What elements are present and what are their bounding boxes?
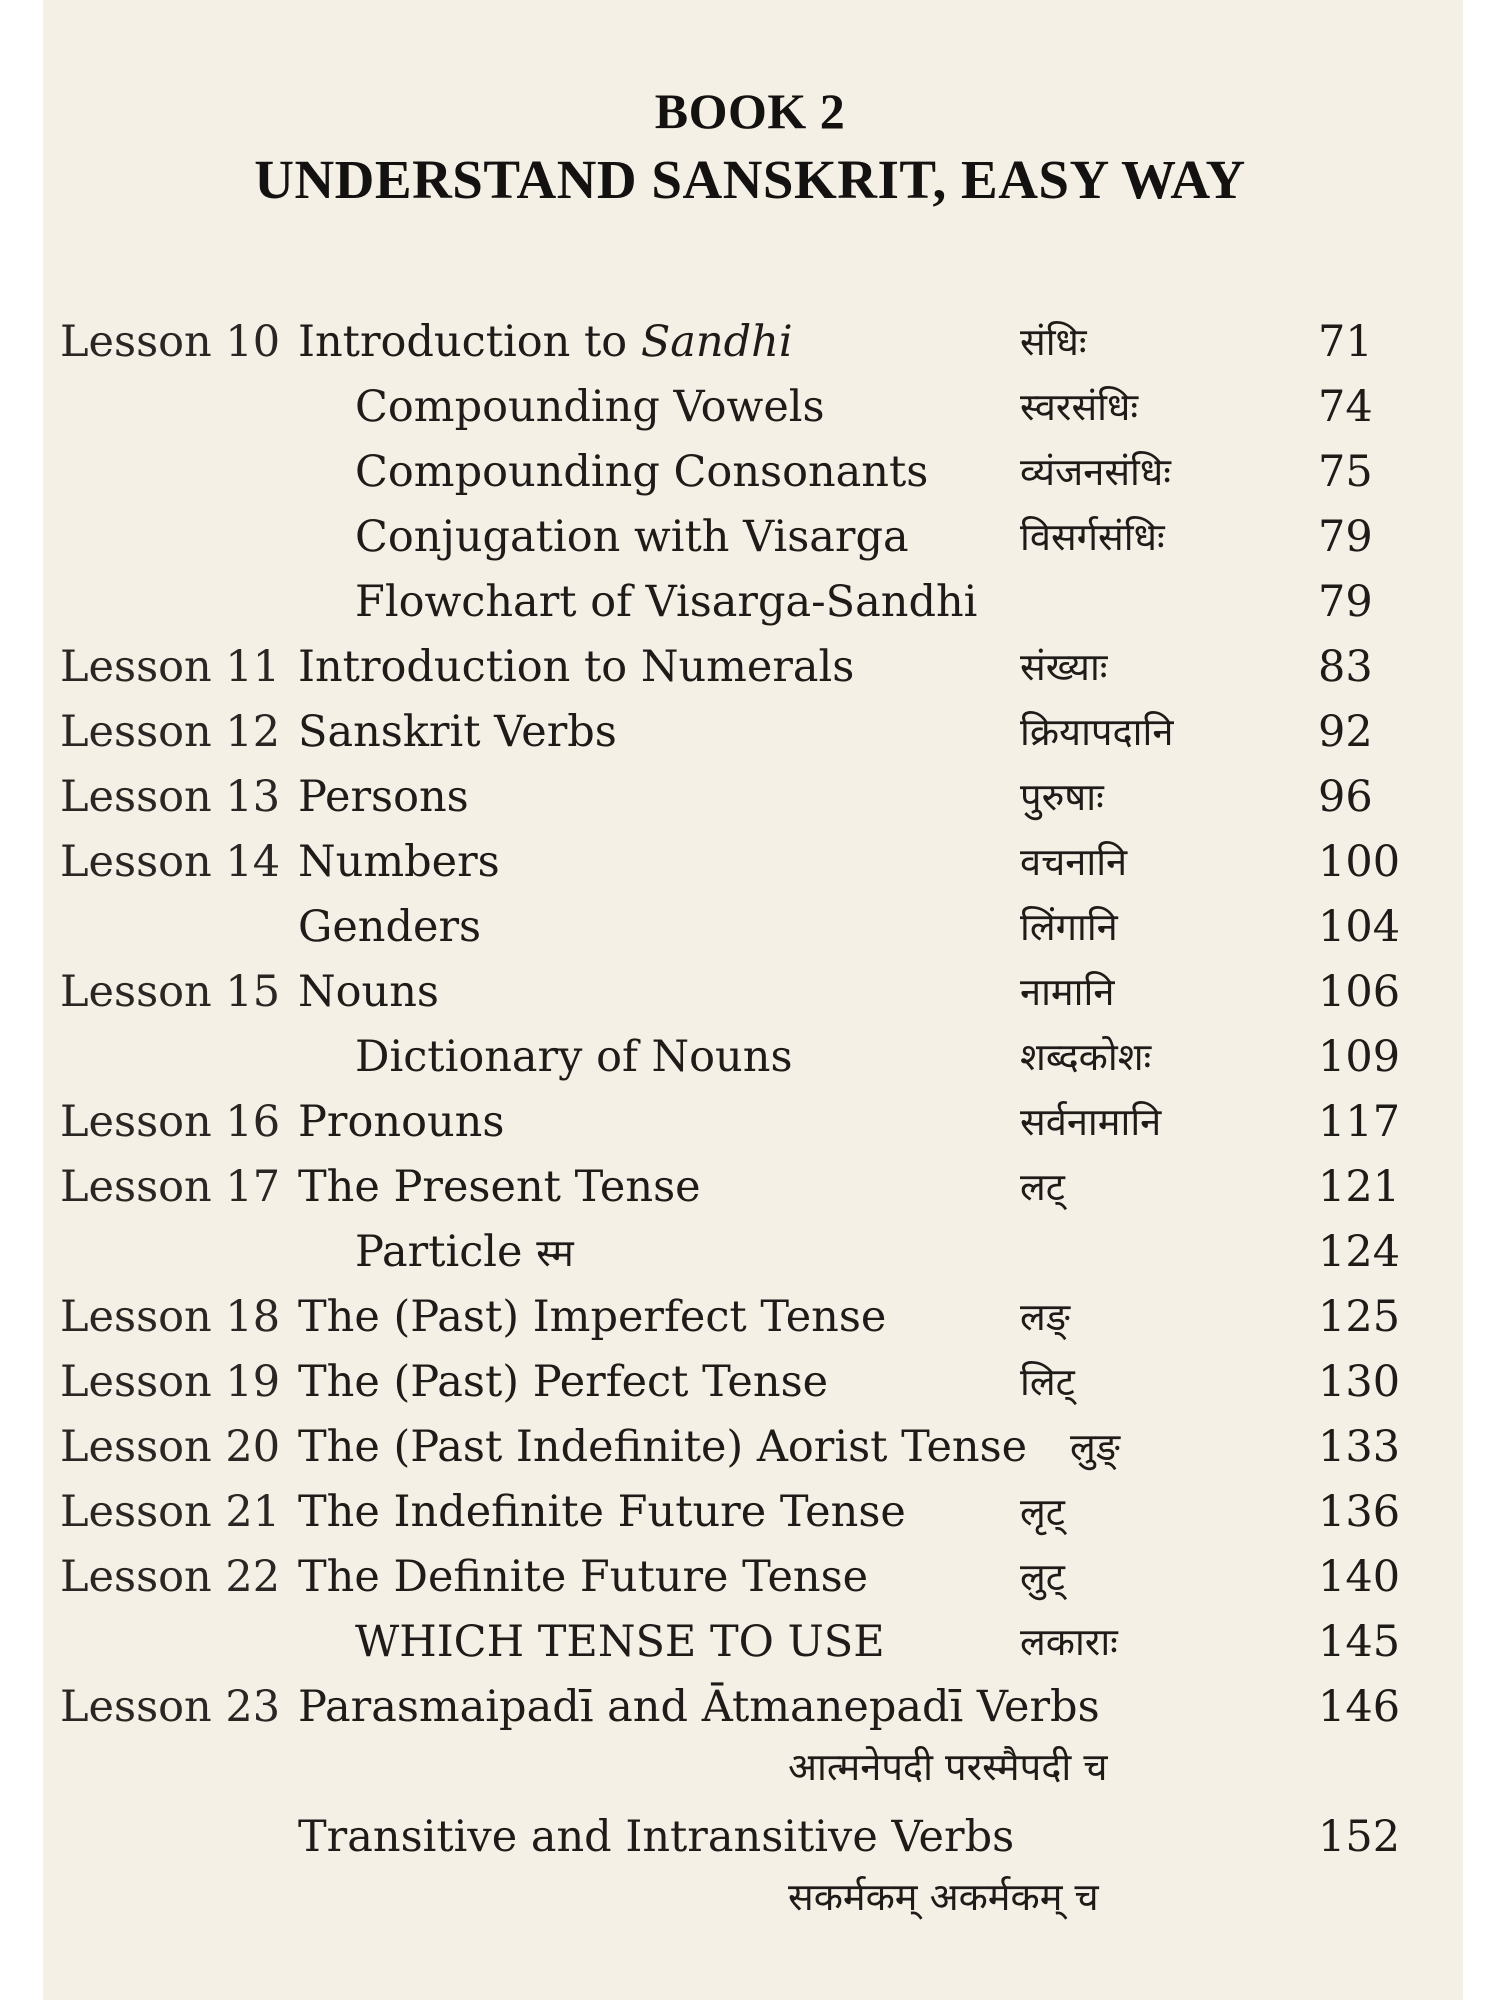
toc-entry <box>0 440 1500 504</box>
page-number: 74 <box>1318 382 1373 432</box>
page-number: 109 <box>1318 1032 1401 1082</box>
sanskrit-term: स्वरसंधिः <box>1020 385 1139 429</box>
page-number: 140 <box>1318 1552 1401 1602</box>
sanskrit-term: लुट् <box>1020 1555 1065 1599</box>
toc-entry <box>0 1025 1500 1089</box>
sanskrit-term: नामानि <box>1020 970 1115 1014</box>
entry-title-sanskrit: स्म <box>536 1231 574 1275</box>
lesson-number: Lesson 20 <box>60 1422 281 1472</box>
entry-title: Parasmaipadī and Ātmanepadī Verbs <box>298 1682 1100 1732</box>
toc-entry <box>0 895 1500 959</box>
toc-entry <box>0 1480 1500 1544</box>
toc-entry <box>0 635 1500 699</box>
entry-title: Transitive and Intransitive Verbs <box>298 1812 1015 1862</box>
toc-entry <box>0 1220 1500 1284</box>
toc-entry <box>0 570 1500 634</box>
sanskrit-term: विसर्गसंधिः <box>1020 515 1165 559</box>
sanskrit-term: पुरुषाः <box>1020 775 1104 819</box>
toc-entry <box>0 1805 1500 1869</box>
toc-entry <box>0 1350 1500 1414</box>
page-number: 75 <box>1318 447 1373 497</box>
entry-title: Particle स्म <box>355 1227 574 1277</box>
page-number: 117 <box>1318 1097 1401 1147</box>
entry-title: The Present Tense <box>298 1162 701 1212</box>
entry-title: The (Past Indefinite) Aorist Tense <box>298 1422 1028 1472</box>
entry-title: The (Past) Perfect Tense <box>298 1357 829 1407</box>
sanskrit-term: सर्वनामानि <box>1020 1100 1162 1144</box>
page-number: 124 <box>1318 1227 1401 1277</box>
page-number: 79 <box>1318 512 1373 562</box>
entry-title: Introduction to Numerals <box>298 642 855 692</box>
sanskrit-term: लुङ् <box>1070 1425 1120 1469</box>
sanskrit-term: वचनानि <box>1020 840 1128 884</box>
sanskrit-term: लिंगानि <box>1020 905 1118 949</box>
entry-title: Nouns <box>298 967 439 1017</box>
lesson-number: Lesson 16 <box>60 1097 281 1147</box>
page-number: 96 <box>1318 772 1373 822</box>
page-number: 121 <box>1318 1162 1401 1212</box>
sanskrit-term: लकाराः <box>1020 1620 1118 1664</box>
entry-title: Pronouns <box>298 1097 505 1147</box>
entry-title-italic: Sandhi <box>640 317 793 367</box>
book-title: UNDERSTAND SANSKRIT, EASY WAY <box>254 149 1246 210</box>
entry-title: WHICH TENSE TO USE <box>355 1617 885 1667</box>
page-number: 130 <box>1318 1357 1401 1407</box>
sanskrit-subtitle: आत्मनेपदी परस्मैपदी च <box>788 1745 1108 1789</box>
toc-entry <box>0 1610 1500 1674</box>
page-number: 133 <box>1318 1422 1401 1472</box>
entry-title: The (Past) Imperfect Tense <box>298 1292 887 1342</box>
page-number: 125 <box>1318 1292 1401 1342</box>
entry-title: Compounding Consonants <box>355 447 929 497</box>
entry-title: Numbers <box>298 837 500 887</box>
page-number: 104 <box>1318 902 1401 952</box>
page-number: 145 <box>1318 1617 1401 1667</box>
entry-title: Introduction to Sandhi <box>298 317 793 367</box>
entry-title: The Definite Future Tense <box>298 1552 869 1602</box>
toc-entry <box>0 310 1500 374</box>
entry-title: Compounding Vowels <box>355 382 825 432</box>
entry-title: Persons <box>298 772 469 822</box>
sanskrit-term: क्रियापदानि <box>1020 710 1174 754</box>
sanskrit-term: संख्याः <box>1020 645 1108 689</box>
entry-title: Conjugation with Visarga <box>355 512 909 562</box>
entry-title: Flowchart of Visarga-Sandhi <box>355 577 978 627</box>
page-number: 106 <box>1318 967 1401 1017</box>
sanskrit-term: लृट् <box>1020 1490 1065 1534</box>
entry-title: The Indefinite Future Tense <box>298 1487 906 1537</box>
lesson-number: Lesson 17 <box>60 1162 281 1212</box>
sanskrit-term: शब्दकोशः <box>1020 1035 1152 1079</box>
page-number: 152 <box>1318 1812 1401 1862</box>
sanskrit-term: लिट् <box>1020 1360 1075 1404</box>
book-number: BOOK 2 <box>654 83 846 139</box>
toc-entry <box>0 700 1500 764</box>
toc-entry <box>0 505 1500 569</box>
toc-entry <box>0 1155 1500 1219</box>
sanskrit-term: संधिः <box>1020 320 1087 364</box>
toc-entry <box>0 830 1500 894</box>
page-number: 79 <box>1318 577 1373 627</box>
toc-entry <box>0 1675 1500 1739</box>
entry-title: Genders <box>298 902 482 952</box>
toc-entry <box>0 1090 1500 1154</box>
toc-entry <box>0 375 1500 439</box>
lesson-number: Lesson 22 <box>60 1552 281 1602</box>
lesson-number: Lesson 15 <box>60 967 281 1017</box>
toc-entry <box>0 1545 1500 1609</box>
page-number: 92 <box>1318 707 1373 757</box>
toc-entry <box>0 1285 1500 1349</box>
lesson-number: Lesson 11 <box>60 642 281 692</box>
toc-entry <box>0 765 1500 829</box>
lesson-number: Lesson 18 <box>60 1292 281 1342</box>
page-number: 83 <box>1318 642 1373 692</box>
page-number: 71 <box>1318 317 1373 367</box>
lesson-number: Lesson 14 <box>60 837 281 887</box>
lesson-number: Lesson 21 <box>60 1487 281 1537</box>
sanskrit-term: व्यंजनसंधिः <box>1020 450 1171 494</box>
page-number: 146 <box>1318 1682 1401 1732</box>
toc-entry <box>0 1415 1500 1479</box>
lesson-number: Lesson 10 <box>60 317 281 367</box>
entry-title: Dictionary of Nouns <box>355 1032 793 1082</box>
lesson-number: Lesson 23 <box>60 1682 281 1732</box>
page-number: 136 <box>1318 1487 1401 1537</box>
entry-title: Sanskrit Verbs <box>298 707 617 757</box>
page-number: 100 <box>1318 837 1401 887</box>
sanskrit-term: लट् <box>1020 1165 1065 1209</box>
lesson-number: Lesson 12 <box>60 707 281 757</box>
toc-entry <box>0 960 1500 1024</box>
lesson-number: Lesson 19 <box>60 1357 281 1407</box>
lesson-number: Lesson 13 <box>60 772 281 822</box>
sanskrit-term: लङ् <box>1020 1295 1070 1339</box>
sanskrit-subtitle: सकर्मकम् अकर्मकम् च <box>788 1875 1099 1919</box>
